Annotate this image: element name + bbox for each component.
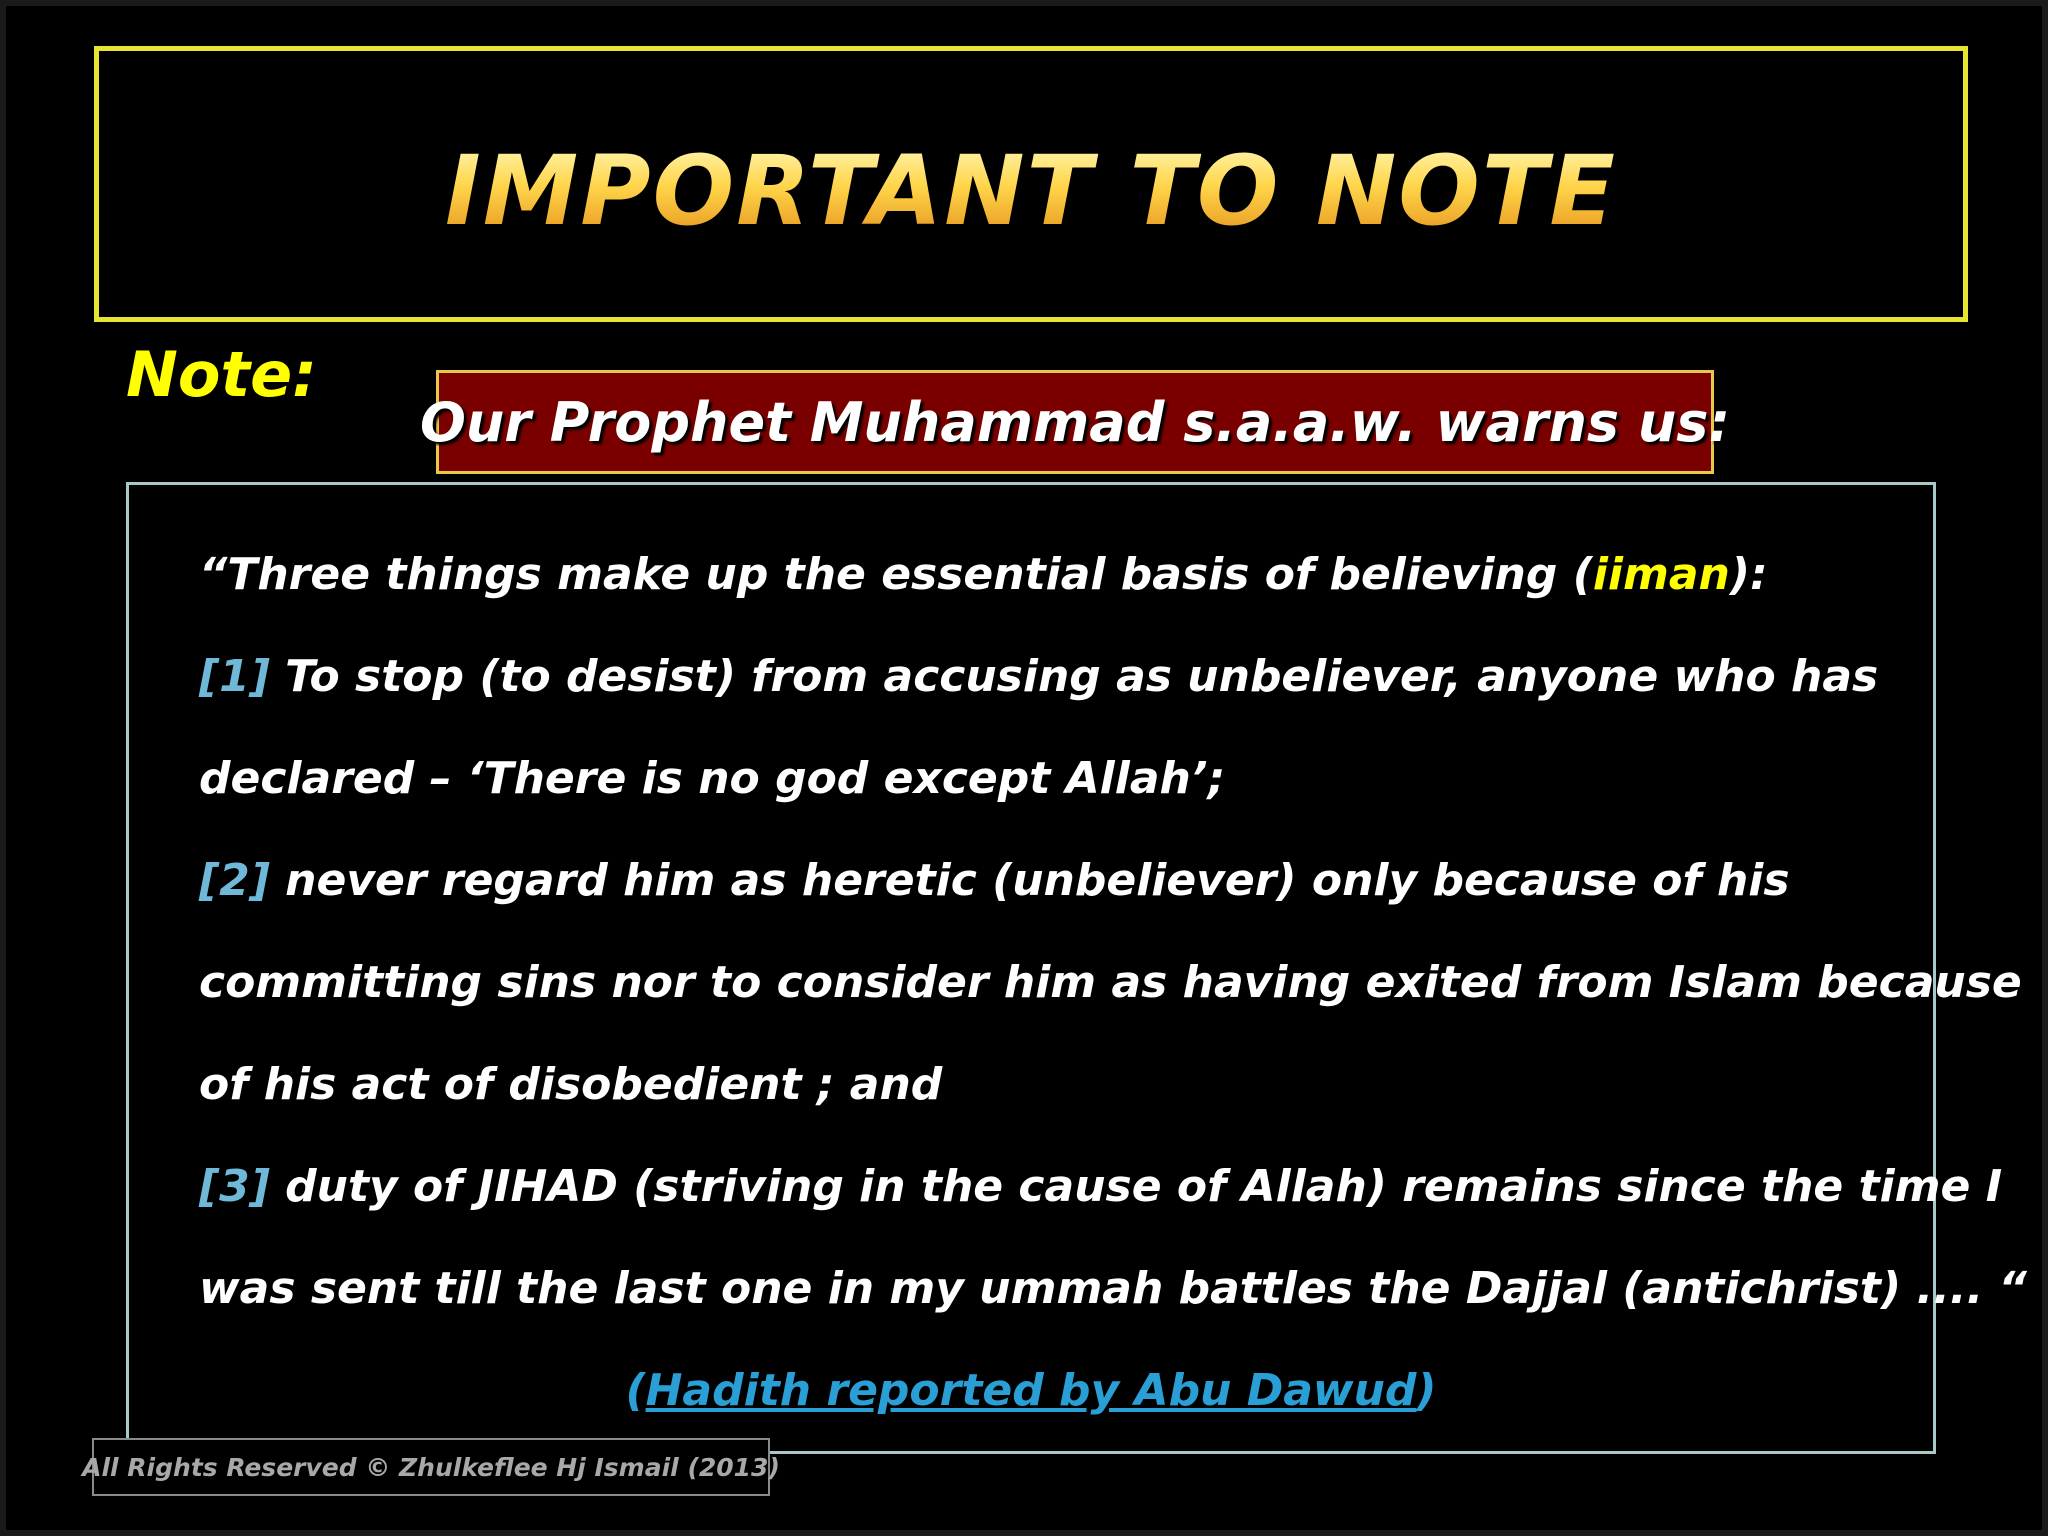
item-3-line-1 <box>199 1161 2003 1212</box>
item-3-number: [3] <box>199 1161 270 1212</box>
item-2-text: never regard him as heretic (unbeliever) only because of his <box>269 855 1790 906</box>
item-3-text: duty of JIHAD (striving in the cause of Allah) remains since the time I <box>269 1161 2003 1212</box>
item-2-line-3: of his act of disobedient ; and <box>199 1059 943 1110</box>
hadith-quote-box <box>126 482 2027 1454</box>
source-close-paren: ) <box>1416 1365 1437 1416</box>
copyright-notice: All Rights Reserved © Zhulkeflee Hj Ismail (2013) <box>92 1438 770 1496</box>
slide-title: IMPORTANT TO NOTE <box>99 143 1963 239</box>
item-1-text: To stop (to desist) from accusing as unbeliever, anyone who has <box>269 651 1879 702</box>
item-1-line-2: declared – ‘There is no god except Allah’; <box>199 753 1226 804</box>
hadith-source <box>129 1365 1933 1416</box>
item-2-line-1 <box>199 855 1790 906</box>
note-label: Note: <box>126 338 317 411</box>
item-2-line-2: committing sins nor to consider him as having exited from Islam because <box>199 957 2022 1008</box>
warning-banner-text: Our Prophet Muhammad s.a.a.w. warns us: <box>419 390 1731 454</box>
hadith-source-link[interactable]: Hadith reported by Abu Dawud <box>645 1365 1417 1416</box>
iiman-highlight: iiman <box>1592 549 1730 600</box>
warning-banner <box>419 370 1731 474</box>
item-2-number: [2] <box>199 855 270 906</box>
quote-intro-line <box>199 549 1768 600</box>
item-1-line-1 <box>199 651 1879 702</box>
title-box <box>94 46 1968 322</box>
quote-intro-end: ): <box>1729 549 1768 600</box>
item-1-number: [1] <box>199 651 270 702</box>
item-3-line-2: was sent till the last one in my ummah battles the Dajjal (antichrist) .... “ <box>199 1263 2027 1314</box>
quote-intro-text: “Three things make up the essential basis of believing ( <box>199 549 1593 600</box>
source-open-paren: ( <box>625 1365 646 1416</box>
